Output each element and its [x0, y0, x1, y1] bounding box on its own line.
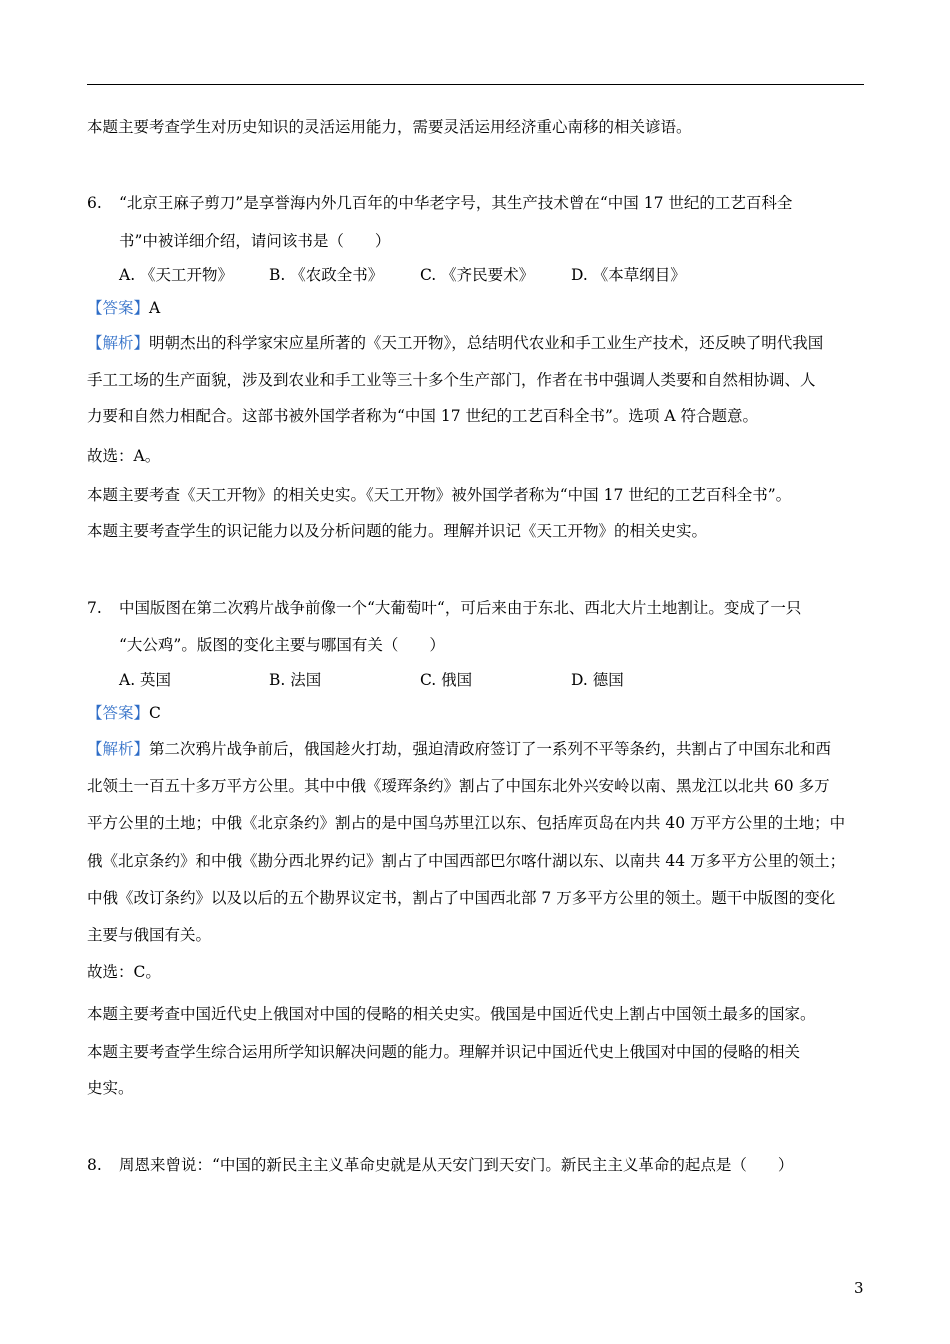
analysis-text: 平方公里的土地；中俄《北京条约》割占的是中国乌苏里江以东、包括库页岛在内共 40 万平方公里的土地；中 [87, 814, 846, 832]
option-c: C. 《齐民要术》 [420, 266, 535, 284]
answer-value: C [149, 704, 161, 722]
analysis-text: 中俄《改订条约》以及以后的五个勘界议定书，割占了中国西北部 7 万多平方公里的领土。题干中版图的变化 [87, 889, 836, 907]
analysis-tag: 【解析】 [87, 740, 150, 758]
answer-line [87, 298, 160, 318]
option-c: C. 俄国 [420, 671, 473, 689]
analysis-text: 本题主要考查中国近代史上俄国对中国的侵略的相关史实。俄国是中国近代史上割占中国领土最多的国家。 [87, 1005, 816, 1023]
question-number: 7. [87, 599, 102, 617]
analysis-text: 第二次鸦片战争前后，俄国趁火打劫，强迫清政府签订了一系列不平等条约，共割占了中国东北和西 [149, 740, 832, 758]
question-number: 6. [87, 194, 102, 212]
analysis-tag: 【解析】 [87, 334, 150, 352]
analysis-text: 手工工场的生产面貌，涉及到农业和手工业等三十多个生产部门，作者在书中强调人类要和自然相协调、人 [87, 371, 816, 389]
answer-tag: 【答案】 [87, 299, 150, 317]
option-b: B. 《农政全书》 [269, 266, 384, 284]
option-d: D. 德国 [571, 671, 624, 689]
analysis-text: 北领土一百五十多万平方公里。其中中俄《瑷珲条约》割占了中国东北外兴安岭以南、黑龙江以北共 60 多万 [87, 777, 830, 795]
option-b: B. 法国 [269, 671, 322, 689]
question-stem-line: 中国版图在第二次鸦片战争前像一个“大葡萄叶“，可后来由于东北、西北大片土地割让。变成了一只 [119, 599, 802, 617]
question-stem-line: 周恩来曾说：“中国的新民主主义革命史就是从天安门到天安门。新民主主义革命的起点是（ ） [119, 1156, 794, 1174]
question-stem-line: 书”中被详细介绍，请问该书是（ ） [119, 232, 391, 250]
analysis-text: 故选：A。 [87, 447, 161, 465]
analysis-text: 力要和自然力相配合。这部书被外国学者称为“中国 17 世纪的工艺百科全书”。选项 A 符合题意。 [87, 407, 758, 425]
option-a: A. 《天工开物》 [119, 266, 234, 284]
analysis-text: 本题主要考查学生的识记能力以及分析问题的能力。理解并识记《天工开物》的相关史实。 [87, 522, 708, 540]
page-number: 3 [854, 1279, 864, 1297]
analysis-line [87, 739, 831, 759]
header-rule [87, 84, 864, 85]
analysis-text: 本题主要考查学生综合运用所学知识解决问题的能力。理解并识记中国近代史上俄国对中国的侵略的相关 [87, 1043, 801, 1061]
analysis-line [87, 333, 823, 353]
analysis-text: 主要与俄国有关。 [87, 926, 212, 944]
option-d: D. 《本草纲目》 [571, 266, 686, 284]
question-stem-line: “大公鸡”。版图的变化主要与哪国有关（ ） [119, 636, 445, 654]
header-tail-text: 本题主要考查学生对历史知识的灵活运用能力，需要灵活运用经济重心南移的相关谚语。 [87, 118, 692, 136]
analysis-text: 故选：C。 [87, 963, 161, 981]
answer-tag: 【答案】 [87, 704, 150, 722]
analysis-text: 俄《北京条约》和中俄《勘分西北界约记》割占了中国西部巴尔喀什湖以东、以南共 44 万多平方公里的领土； [87, 852, 846, 870]
analysis-text: 明朝杰出的科学家宋应星所著的《天工开物》，总结明代农业和手工业生产技术，还反映了明代我国 [149, 334, 824, 352]
option-a: A. 英国 [119, 671, 172, 689]
analysis-text: 史实。 [87, 1079, 134, 1097]
answer-line [87, 703, 161, 723]
question-number: 8. [87, 1156, 102, 1174]
answer-value: A [149, 299, 161, 317]
analysis-text: 本题主要考查《天工开物》的相关史实。《天工开物》被外国学者称为“中国 17 世纪的工艺百科全书”。 [87, 486, 792, 504]
question-stem-line: “北京王麻子剪刀”是享誉海内外几百年的中华老字号，其生产技术曾在“中国 17 世纪的工艺百科全 [119, 194, 793, 212]
